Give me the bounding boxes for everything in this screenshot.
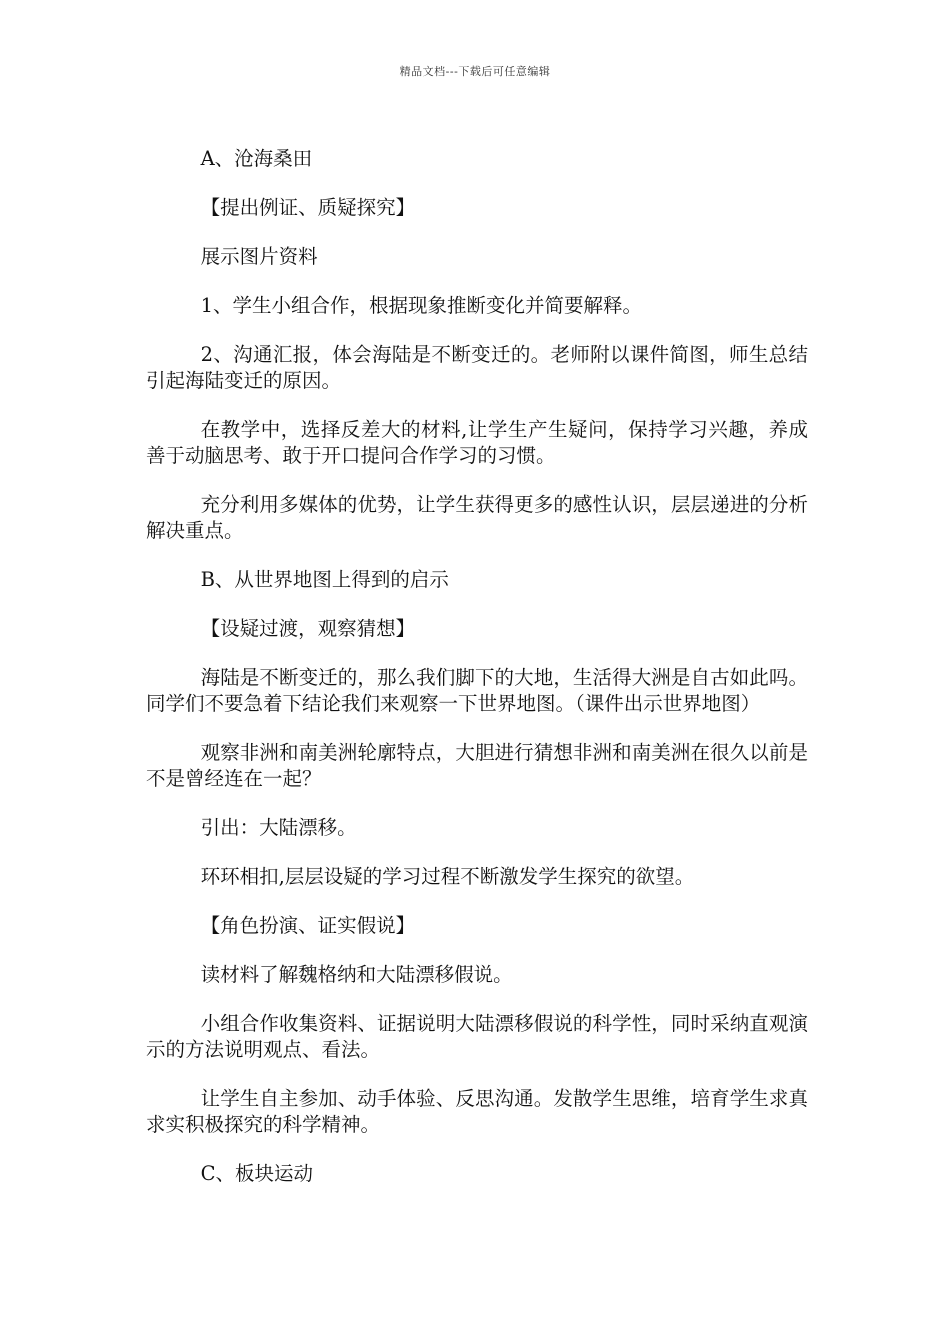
step-heading: 【提出例证、质疑探究】 [200,196,416,219]
paragraph: 小组合作收集资料、证据说明大陆漂移假说的科学性，同时采纳直观演示的方法说明观点、看法。 [146,1012,808,1061]
step-heading: 【角色扮演、证实假说】 [200,914,416,937]
paragraph: 海陆是不断变迁的，那么我们脚下的大地，生活得大洲是自古如此吗。同学们不要急着下结论我们来观察一下世界地图。（课件出示世界地图） [146,666,808,715]
paragraph: 展示图片资料 [200,245,318,268]
paragraph: 环环相扣,层层设疑的学习过程不断激发学生探究的欲望。 [200,865,695,888]
section-heading-c: C、板块运动 [200,1162,314,1185]
paragraph: 在教学中，选择反差大的材料,让学生产生疑问，保持学习兴趣，养成善于动脑思考、敢于开口提问合作学习的习惯。 [146,418,808,467]
page-header: 精品文档---下载后可任意编辑 [399,65,551,78]
paragraph: 引出：大陆漂移。 [200,816,357,839]
step-heading: 【设疑过渡，观察猜想】 [200,617,416,640]
paragraph: 2、沟通汇报，体会海陆是不断变迁的。老师附以课件简图，师生总结引起海陆变迁的原因。 [146,343,808,392]
paragraph: 读材料了解魏格纳和大陆漂移假说。 [200,963,513,986]
section-heading-b: B、从世界地图上得到的启示 [200,568,449,591]
section-heading-a: A、沧海桑田 [200,147,313,170]
document-body [146,146,808,1210]
paragraph: 观察非洲和南美洲轮廓特点，大胆进行猜想非洲和南美洲在很久以前是不是曾经连在一起？ [146,741,808,790]
paragraph: 充分利用多媒体的优势，让学生获得更多的感性认识，层层递进的分析解决重点。 [146,493,808,542]
paragraph: 1、学生小组合作，根据现象推断变化并简要解释。 [200,294,643,317]
paragraph: 让学生自主参加、动手体验、反思沟通。发散学生思维，培育学生求真求实积极探究的科学精神。 [146,1087,808,1136]
